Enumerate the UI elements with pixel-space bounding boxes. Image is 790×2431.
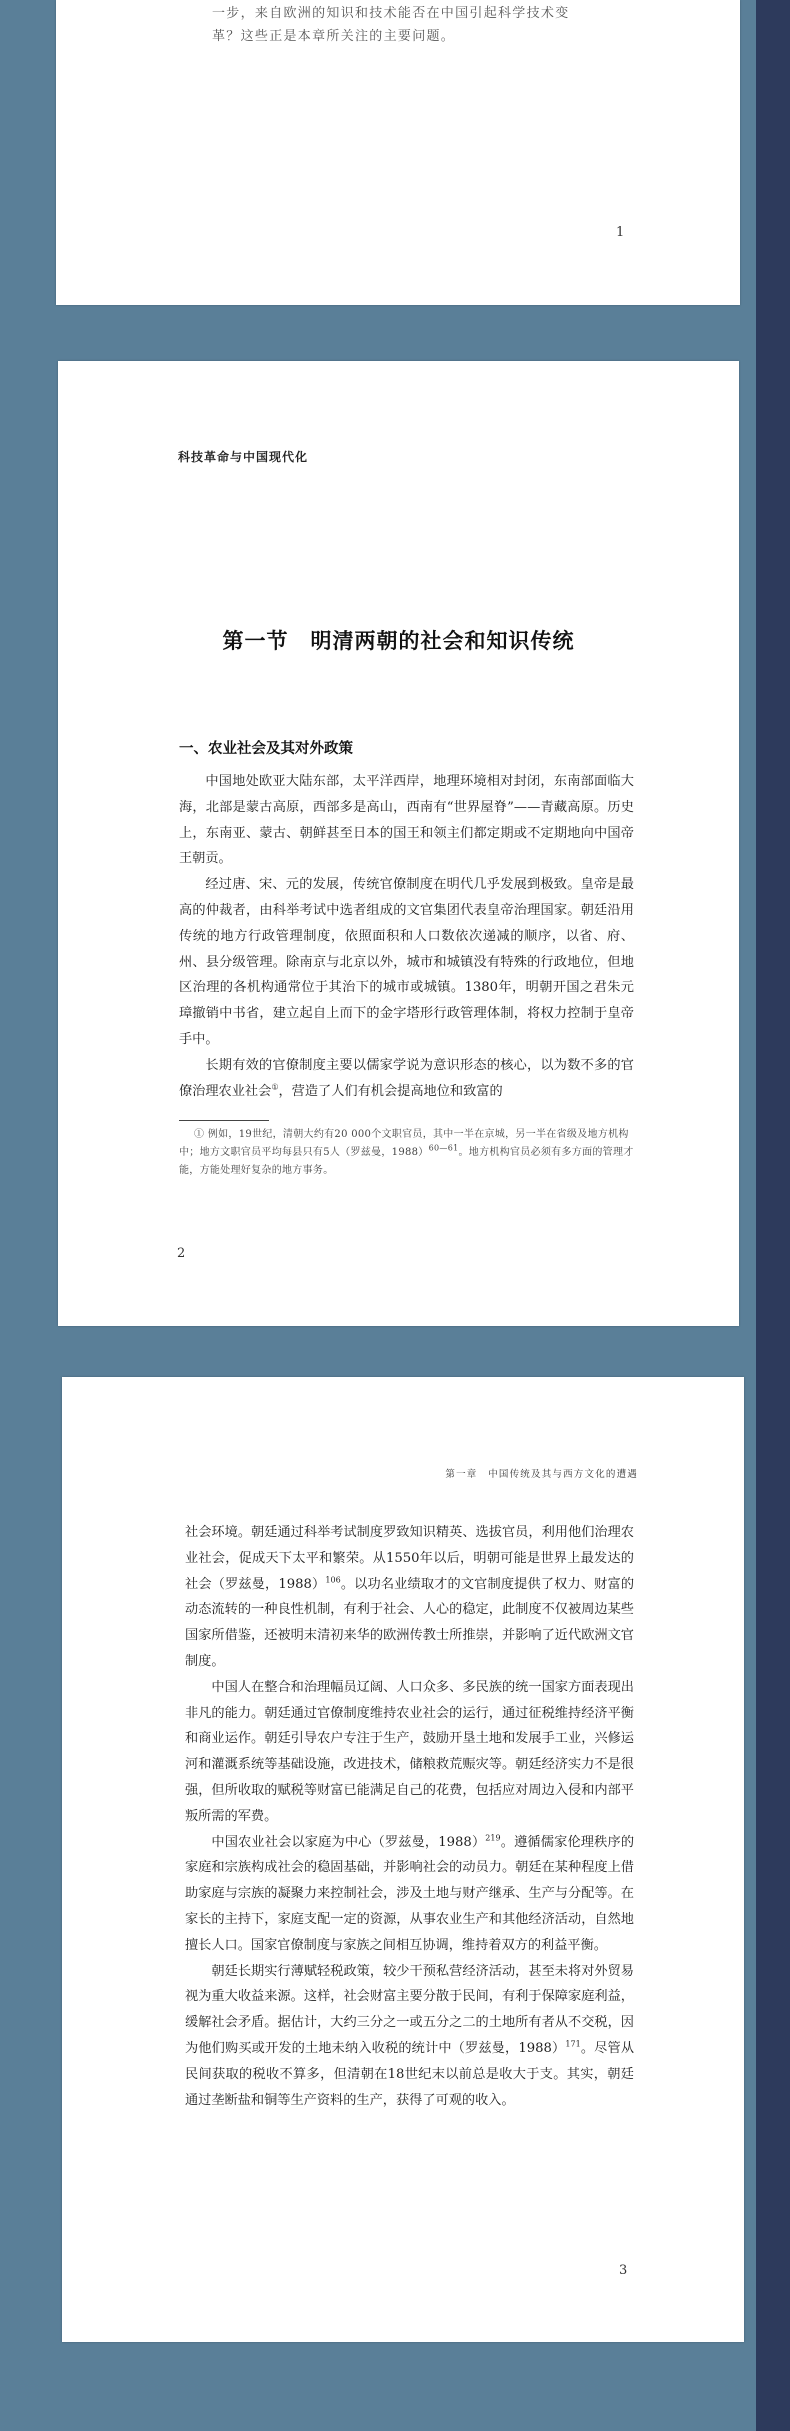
section-title: 第一节 明清两朝的社会和知识传统: [222, 628, 575, 653]
paragraph: 社会环境。朝廷通过科举考试制度罗致知识精英、选拔官员，利用他们治理农业社会，促成天下太平和繁荣。从1550年以后，明朝可能是世界上最发达的社会（罗兹曼，1988）$^{106}$。以功名业绩取才的文官制度提供了权力、财富的动态流转的一种良性机制，有利于社会、人心的稳定，此制度不仅被周边某些国家所借鉴，还被明末清初来华的欧洲传教士所推崇，并影响了近代欧洲文官制度。: [185, 1525, 635, 1669]
paragraph: 朝廷长期实行薄赋轻税政策，较少干预私营经济活动，甚至未将对外贸易视为重大收益来源。这样，社会财富主要分散于民间，有利于保障家庭利益，缓解社会矛盾。据估计，大约三分之一或五分之二的土地所有者从不交税，因为他们购买或开发的土地未纳入收税的统计中（罗兹曼，1988）$^{171}$。尽管从民间获取的税收不算多，但清朝在18世纪末以前总是收大于支。其实，朝廷通过垄断盐和铜等生产资料的生产，获得了可观的收入。: [185, 1963, 635, 2108]
footnote: ① 例如，19世纪，清朝大约有20 000个文职官员，其中一半在京城，另一半在省级及地方机构中；地方文职官员平均每县只有5人（罗兹曼，1988）$^{60—61}$。地方机构官员必须有多方面的管理才能，方能处理好复杂的地方事务。: [179, 1129, 634, 1176]
page-number: 3: [619, 2263, 628, 2278]
footnote-divider: [179, 1120, 269, 1121]
book-page-3: [62, 1377, 744, 2342]
paragraph: 中国地处欧亚大陆东部，太平洋西岸，地理环境相对封闭，东南部面临大海，北部是蒙古高原，西部多是高山，西南有“世界屋脊”——青藏高原。历史上，东南亚、蒙古、朝鲜甚至日本的国王和领主们都定期或不定期地向中国帝王朝贡。: [179, 774, 634, 867]
running-header: 第一章 中国传统及其与西方文化的遭遇: [445, 1469, 638, 1480]
running-header: 科技革命与中国现代化: [178, 450, 309, 464]
page-number: 1: [616, 225, 625, 240]
paragraph: 长期有效的官僚制度主要以儒家学说为意识形态的核心，以为数不多的官僚治理农业社会①，营造了人们有机会提高地位和致富的: [179, 1057, 634, 1099]
book-page-2: [58, 361, 739, 1326]
text-line: 一步，来自欧洲的知识和技术能否在中国引起科学技术变: [212, 6, 570, 21]
subsection-title: 一、农业社会及其对外政策: [179, 741, 353, 757]
paragraph: 中国农业社会以家庭为中心（罗兹曼，1988）$^{219}$。遵循儒家伦理秩序的家庭和宗族构成社会的稳固基础，并影响社会的动员力。朝廷在某种程度上借助家庭与宗族的凝聚力来控制社会，涉及土地与财产继承、生产与分配等。在家长的主持下，家庭支配一定的资源，从事农业生产和其他经济活动，自然地擅长人口。国家官僚制度与家族之间相互协调，维持着双方的利益平衡。: [185, 1833, 635, 1953]
footnote-marker[interactable]: ①: [271, 1082, 279, 1092]
text-line: 革？这些正是本章所关注的主要问题。: [212, 29, 456, 44]
page-number: 2: [177, 1246, 186, 1261]
body-text: [179, 769, 634, 1104]
book-page-1: [56, 0, 740, 305]
page-1-text: [212, 2, 612, 48]
footnote-mark: ①: [194, 1129, 205, 1140]
background-strip: [756, 0, 790, 2431]
body-text: [185, 1520, 634, 2113]
paragraph: 经过唐、宋、元的发展，传统官僚制度在明代几乎发展到极致。皇帝是最高的仲裁者，由科举考试中选者组成的文官集团代表皇帝治理国家。朝廷沿用传统的地方行政管理制度，依照面积和人口数依次递减的顺序，以省、府、州、县分级管理。除南京与北京以外，城市和城镇没有特殊的行政地位，但地区治理的各机构通常位于其治下的城市或城镇。1380年，明朝开国之君朱元璋撤销中书省，建立起自上而下的金字塔形行政管理体制，将权力控制于皇帝手中。: [179, 877, 634, 1047]
paragraph: 中国人在整合和治理幅员辽阔、人口众多、多民族的统一国家方面表现出非凡的能力。朝廷通过官僚制度维持农业社会的运行，通过征税维持经济平衡和商业运作。朝廷引导农户专注于生产，鼓励开垦土地和发展手工业，兴修运河和灌溉系统等基础设施，改进技术，储粮救荒赈灾等。朝廷经济实力不是很强，但所收取的赋税等财富已能满足自己的花费，包括应对周边入侵和内部平叛所需的军费。: [185, 1679, 634, 1824]
